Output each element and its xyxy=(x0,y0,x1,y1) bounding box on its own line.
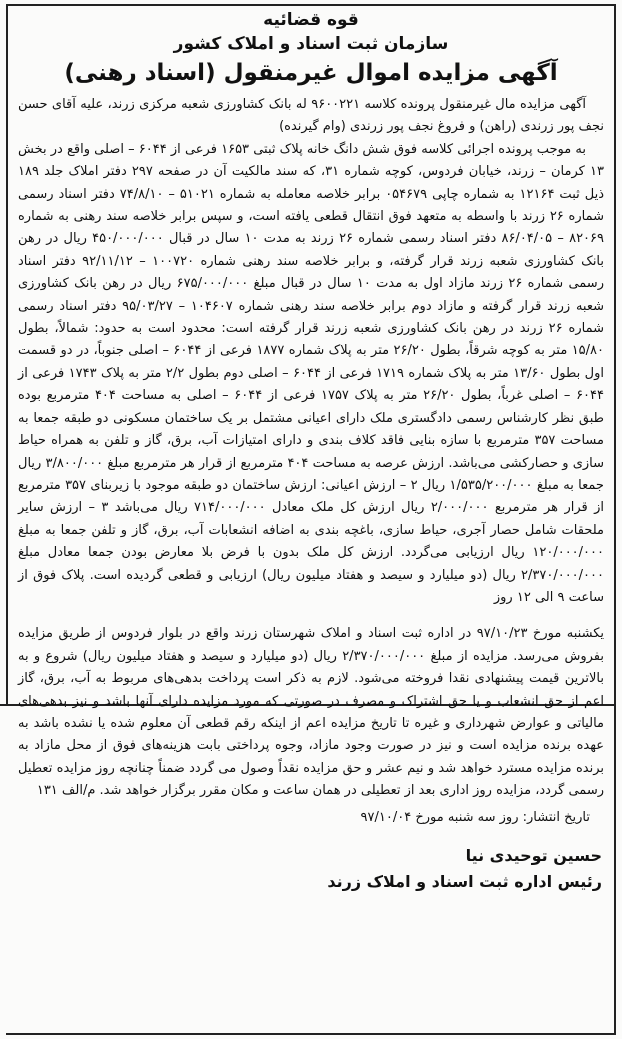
organization-heading: سازمان ثبت اسناد و املاک کشور xyxy=(173,34,449,54)
frame-bottom-border xyxy=(6,1033,616,1035)
notice-content xyxy=(14,8,608,1031)
column-break-gap xyxy=(18,609,604,623)
frame-right-border xyxy=(614,4,616,704)
property-description-paragraph: به موجب پرونده اجرائی کلاسه فوق شش دانگ خانه پلاک ثبتی ۱۶۵۳ فرعی از ۶۰۴۴ – اصلی واقع در بخش ۱۳ کرمان – زرند، خیابان فردوس، کوچه شماره ۳۱، که سند مالکیت آن در صفحه ۲۹۷ دفتر املاک جلد ۱۸۹ ذیل ثبت ۱۲۱۶۴ به شماره چاپی ۰۵۴۶۷۹ برابر خلاصه معامله به شماره ۵۱۰۲۱ – ۷۴/۸/۱۰ دفتر اسناد رسمی شماره ۲۶ زرند با واسطه به متعهد فوق انتقال قطعی یافته است، و سپس برابر خلاصه سند رهنی به شماره ۸۲۰۶۹ – ۸۶/۰۴/۰۵ دفتر اسناد رسمی شماره ۲۶ زرند به مدت ۱۰ سال در قبال ۴۵۰/۰۰۰/۰۰۰ ریال در رهن بانک کشاورزی شعبه زرند قرار گرفته، و برابر خلاصه سند رهنی شماره ۱۰۰۷۲۰ – ۹۲/۱۱/۱۲ دفتر اسناد رسمی شماره ۲۶ زرند مازاد اول به مدت ۱۰ سال در قبال مبلغ ۶۷۵/۰۰۰/۰۰۰ ریال در رهن بانک کشاورزی شعبه زرند قرار گرفته و مازاد دوم برابر خلاصه سند رهنی شماره ۱۰۴۶۰۷ – ۹۵/۰۳/۲۷ دفتر اسناد رسمی شماره ۲۶ زرند در رهن بانک کشاورزی شعبه زرند قرار گرفته است: محدود است به حدود: شمالاً، بطول ۱۵/۸۰ متر به کوچه شرقاً، بطول ۲۶/۲۰ متر به پلاک شماره ۱۸۷۷ فرعی از ۶۰۴۴ – اصلی جنوباً، در دو قسمت اول بطول ۱۳/۶۰ متر به پلاک شماره ۱۷۱۹ فرعی از ۶۰۴۴ – اصلی دوم بطول ۲/۲ متر به پلاک ۱۷۴۳ فرعی از ۶۰۴۴ – اصلی غرباً، بطول ۲۶/۲۰ متر به پلاک ۱۷۵۷ فرعی از ۶۰۴۴ – اصلی به مساحت ۴۰۴ مترمربع بوده طبق نظر کارشناس رسمی دادگستری ملک دارای اعیانی مشتمل بر یک ساختمان مسکونی دو طبقه جمعا به مساحت ۳۵۷ مترمربع با سازه بنایی فاقد کلاف بندی و دارای امتیازات آب، برق، گاز و تلفن به همراه حیاط سازی و حصارکشی می‌باشد. ارزش عرصه به مساحت ۴۰۴ مترمربع از قرار هر مترمربع مبلغ ۳/۸۰۰/۰۰۰ ریال جمعا به مبلغ ۱/۵۳۵/۲۰۰/۰۰۰ ریال ۲ – ارزش اعیانی: ارزش ساختمان دو طبقه موجود با زیربنای ۳۵۷ مترمربع از قرار هر مترمربع ۲/۰۰۰/۰۰۰ ریال ارزش کل ملک معادل ۷۱۴/۰۰۰/۰۰۰ ریال می‌باشد ۳ – ارزش سایر ملحقات شامل حصار آجری، حیاط سازی، باغچه بندی به اضافه انشعابات آب، برق، گاز و تلفن جمعا به مبلغ ۱۲۰/۰۰۰/۰۰۰ ریال ارزیابی می‌گردد. ارزش کل ملک بدون با فرض بلا معارض بودن جمعا معادل مبلغ ۲/۳۷۰/۰۰۰/۰۰۰ ریال (دو میلیارد و سیصد و هفتاد میلیون ریال) ارزیابی و قطعی گردیده است. پلاک فوق از ساعت ۹ الی ۱۲ روز xyxy=(18,141,605,605)
judiciary-heading: قوه قضائیه xyxy=(263,10,359,30)
signatory-name: حسین توحیدی نیا xyxy=(465,845,602,865)
notice-body xyxy=(14,94,608,803)
notice-title: آگهی مزایده اموال غیرمنقول (اسناد رهنی) xyxy=(64,60,558,86)
case-paragraph: آگهی مزایده مال غیرمنقول پرونده کلاسه ۹۶۰۰۲۲۱ له بانک کشاورزی شعبه مرکزی زرند، علیه آقای حسن نجف پور زرندی (راهن) و فروغ نجف پور زرندی (وام گیرنده) xyxy=(18,97,604,135)
publish-date: تاریخ انتشار: روز سه شنبه مورخ ۹۷/۱۰/۰۴ xyxy=(360,809,590,825)
signatory-title: رئیس اداره ثبت اسناد و املاک زرند xyxy=(327,871,602,891)
frame-right-border-lower xyxy=(614,704,616,1034)
frame-left-border xyxy=(6,4,8,704)
auction-terms-paragraph: یکشنبه مورخ ۹۷/۱۰/۲۳ در اداره ثبت اسناد و املاک شهرستان زرند واقع در بلوار فردوس از طریق مزایده بفروش می‌رسد. مزایده از مبلغ ۲/۳۷۰/۰۰۰/۰۰۰ ریال (دو میلیارد و سیصد و هفتاد میلیون ریال) شروع و به بالاترین قیمت پیشنهادی نقدا فروخته می‌شود. لازم به ذکر است پرداخت بدهی‌های مربوط به آب، برق، گاز اعم از حق انشعاب و یا حق اشتراک و مصرف در صورتی که مورد مزایده دارای آنها باشد و نیز بدهی‌های مالیاتی و عوارض شهرداری و غیره تا تاریخ مزایده اعم از اینکه رقم قطعی آن معلوم شده یا نشده باشد به عهده برنده مزایده است و نیز در صورت وجود مازاد، وجوه پرداختی بابت هزینه‌های فوق از محل مازاد به برنده مزایده مسترد خواهد شد و نیم عشر و حق مزایده نقداً وصول می گردد ضمناً چنانچه روز مزایده تعطیل رسمی گردد، مزایده روز اداری بعد از تعطیلی در همان ساعت و مکان مقرر برگزار خواهد شد. م/الف ۱۳۱ xyxy=(18,626,605,799)
